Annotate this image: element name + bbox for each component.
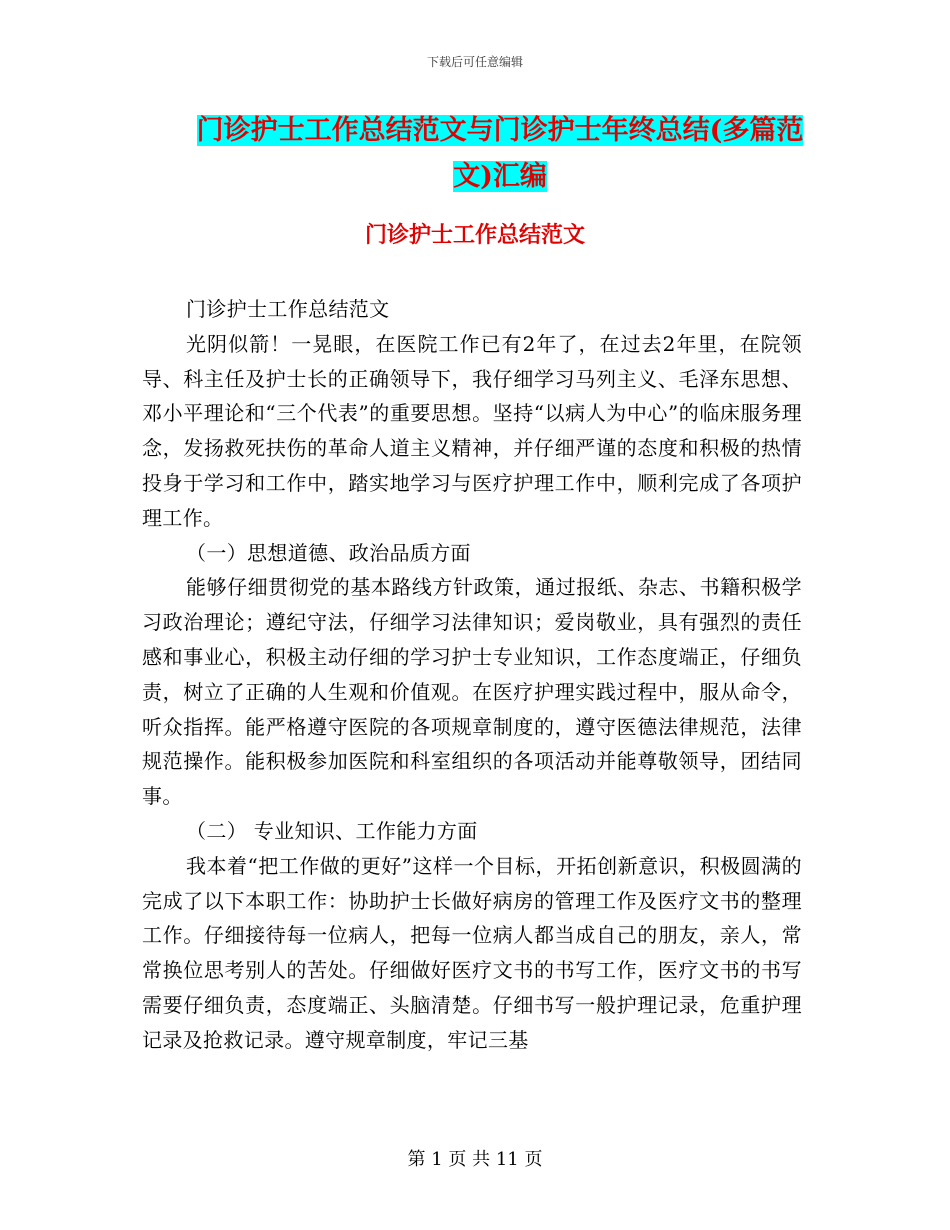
paragraph-ethics: 能够仔细贯彻党的基本路线方针政策，通过报纸、杂志、书籍积极学习政治理论；遵纪守法，仔细学习法律知识；爱岗敬业，具有强烈的责任感和事业心，积极主动仔细的学习护士专业知识，工作态度端正，仔细负责，树立了正确的人生观和价值观。在医疗护理实践过程中，服从命令，听众指挥。能严格遵守医院的各项规章制度的，遵守医德法律规范，法律规范操作。能积极参加医院和科室组织的各项活动并能尊敬领导，团结同事。	[142, 575, 802, 809]
page-footer: 第 1 页 共 11 页	[407, 1149, 543, 1170]
document-body	[142, 292, 802, 1058]
page-header-note: 下载后可任意编辑	[426, 55, 523, 69]
section-title: 门诊护士工作总结范文	[364, 222, 585, 248]
subheading-ethics: （一）思想道德、政治品质方面	[186, 540, 471, 565]
paragraph-intro: 光阴似箭！一晃眼，在医院工作已有2年了，在过去2年里，在院领导、科主任及护士长的正确领导下，我仔细学习马列主义、毛泽东思想、邓小平理论和“三个代表”的重要思想。坚持“以病人为中心”的临床服务理念，发扬救死扶伤的革命人道主义精神，并仔细严谨的态度和积极的热情投身于学习和工作中，踏实地学习与医疗护理工作中，顺利完成了各项护理工作。	[142, 331, 802, 530]
paragraph-subtitle: 门诊护士工作总结范文	[186, 297, 390, 321]
main-title-text: 门诊护士工作总结范文与门诊护士年终总结(多篇范文)汇编	[196, 115, 804, 192]
document-main-title	[195, 108, 805, 200]
paragraph-skills: 我本着“把工作做的更好”这样一个目标，开拓创新意识，积极圆满的完成了以下本职工作：协助护士长做好病房的管理工作及医疗文书的整理工作。仔细接待每一位病人，把每一位病人都当成自己的朋友，亲人，常常换位思考别人的苦处。仔细做好医疗文书的书写工作，医疗文书的书写需要仔细负责，态度端正、头脑清楚。仔细书写一般护理记录，危重护理记录及抢救记录。遵守规章制度，牢记三基	[142, 853, 802, 1052]
subheading-skills: （二） 专业知识、工作能力方面	[186, 818, 478, 843]
